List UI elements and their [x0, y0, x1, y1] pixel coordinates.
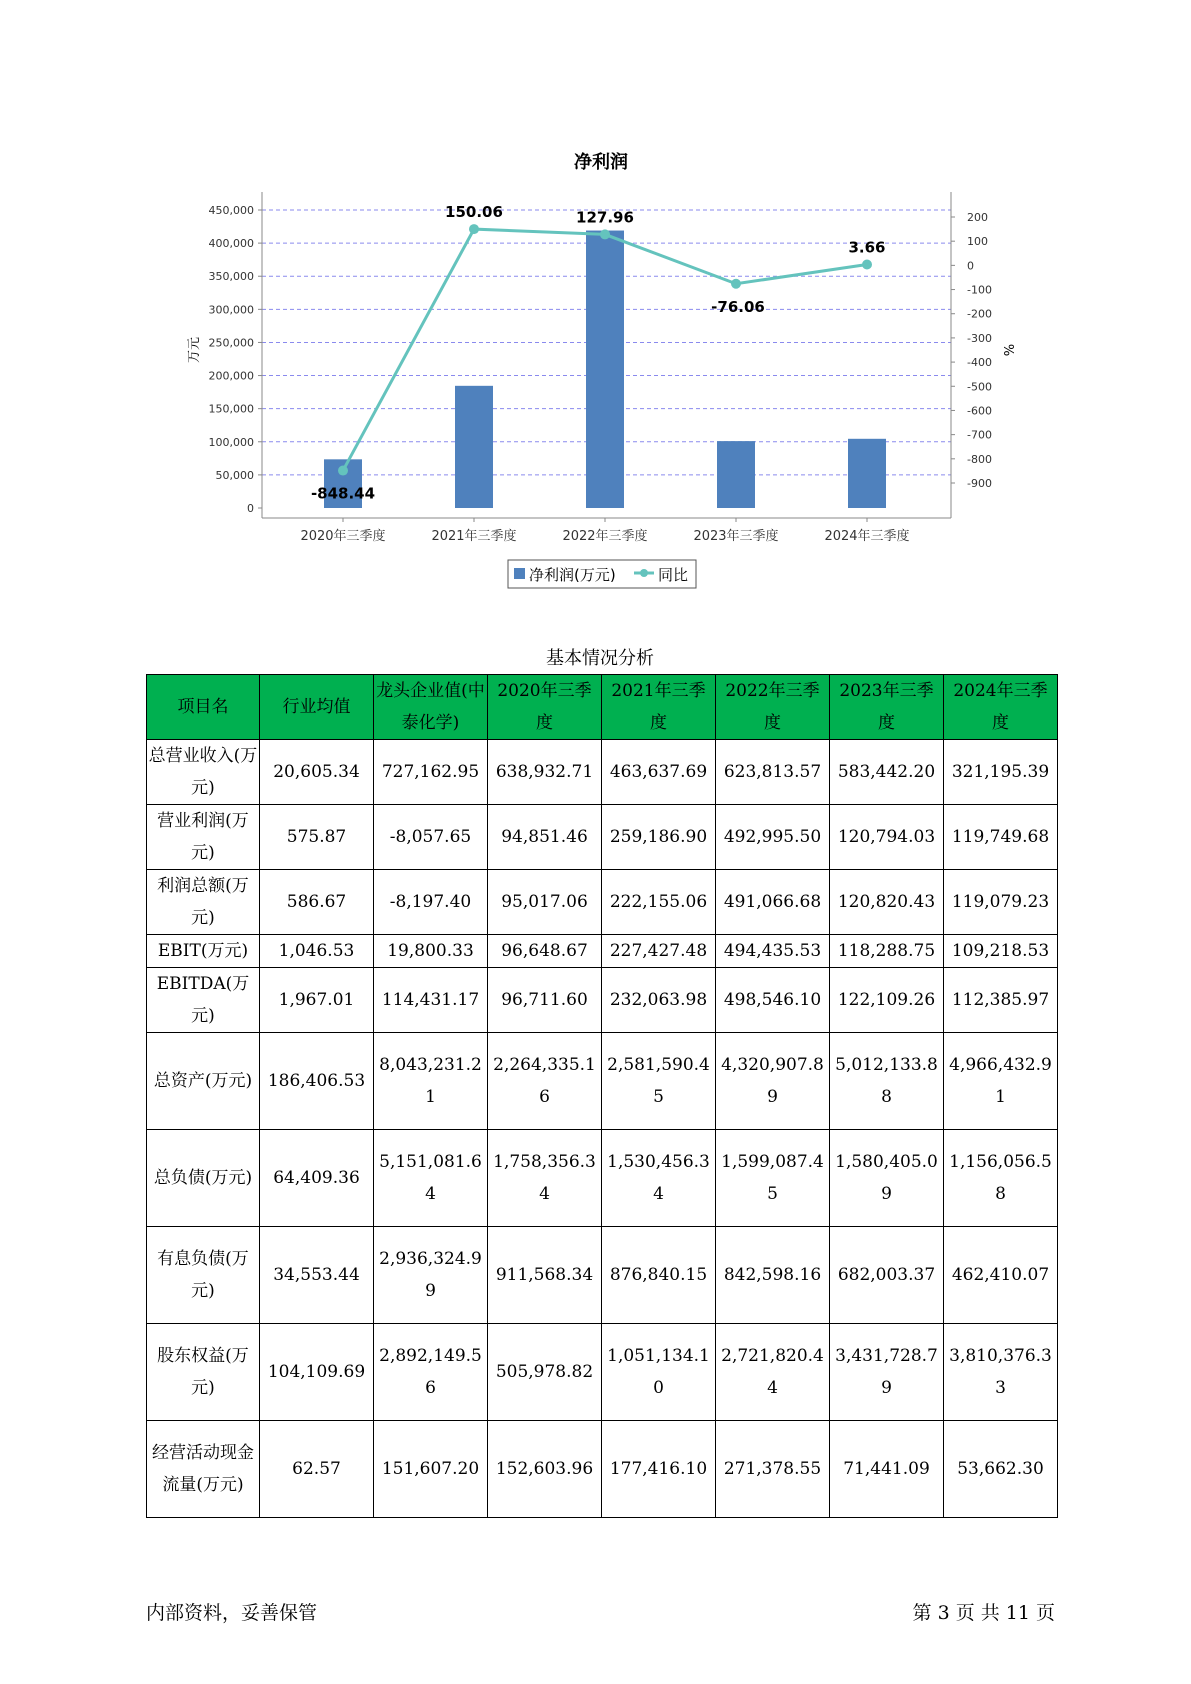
value-cell: 96,648.67 — [488, 935, 602, 968]
y-tick-label: 0 — [247, 502, 254, 515]
table-row — [147, 805, 1058, 870]
value-cell: 4,320,907.89 — [716, 1033, 830, 1130]
value-cell: -8,197.40 — [374, 870, 488, 935]
x-tick-label: 2022年三季度 — [562, 529, 648, 544]
value-cell: 682,003.37 — [830, 1227, 944, 1324]
value-cell: 5,151,081.64 — [374, 1130, 488, 1227]
value-cell: 1,580,405.09 — [830, 1130, 944, 1227]
y-tick-label: 400,000 — [208, 237, 254, 251]
y2-tick-label: -100 — [967, 283, 992, 297]
value-cell: 727,162.95 — [374, 740, 488, 805]
value-cell: 491,066.68 — [716, 870, 830, 935]
value-cell: 119,749.68 — [944, 805, 1058, 870]
yoy-point — [469, 224, 479, 234]
net-profit-chart — [0, 0, 1191, 620]
row-label: 总营业收入(万元) — [147, 740, 260, 805]
value-cell: 112,385.97 — [944, 968, 1058, 1033]
table-row — [147, 1324, 1058, 1421]
y-axis-label: 万元 — [187, 336, 202, 364]
y-tick-label: 350,000 — [208, 270, 254, 284]
table-caption: 基本情况分析 — [546, 648, 654, 669]
bar — [848, 439, 886, 508]
value-cell: 227,427.48 — [602, 935, 716, 968]
table-row — [147, 1227, 1058, 1324]
value-cell: 505,978.82 — [488, 1324, 602, 1421]
value-cell: 1,156,056.58 — [944, 1130, 1058, 1227]
y2-tick-label: -600 — [967, 404, 992, 418]
value-cell: 120,820.43 — [830, 870, 944, 935]
table-row — [147, 935, 1058, 968]
row-label: EBIT(万元) — [147, 935, 260, 968]
row-label: 经营活动现金流量(万元) — [147, 1421, 260, 1518]
value-cell: 586.67 — [260, 870, 374, 935]
value-cell: 271,378.55 — [716, 1421, 830, 1518]
value-cell: 122,109.26 — [830, 968, 944, 1033]
value-cell: 120,794.03 — [830, 805, 944, 870]
header-cell: 2023年三季度 — [830, 675, 944, 740]
value-cell: -8,057.65 — [374, 805, 488, 870]
yoy-point — [862, 259, 872, 269]
yoy-point — [731, 279, 741, 289]
footer-page-number: 第 3 页 共 11 页 — [912, 1602, 1055, 1624]
y2-tick-label: -800 — [967, 452, 992, 466]
value-cell: 2,892,149.56 — [374, 1324, 488, 1421]
value-cell: 3,431,728.79 — [830, 1324, 944, 1421]
data-label: 150.06 — [445, 203, 503, 222]
value-cell: 1,530,456.34 — [602, 1130, 716, 1227]
data-label: -848.44 — [310, 484, 376, 503]
y-tick-label: 150,000 — [208, 402, 254, 416]
value-cell: 1,967.01 — [260, 968, 374, 1033]
value-cell: 119,079.23 — [944, 870, 1058, 935]
table-row — [147, 1421, 1058, 1518]
y2-tick-label: -400 — [967, 356, 992, 370]
x-tick-label: 2021年三季度 — [431, 529, 517, 544]
value-cell: 186,406.53 — [260, 1033, 374, 1130]
y-tick-label: 450,000 — [208, 204, 254, 217]
value-cell: 876,840.15 — [602, 1227, 716, 1324]
row-label: 总资产(万元) — [147, 1033, 260, 1130]
bar — [586, 231, 624, 508]
x-tick-label: 2023年三季度 — [693, 529, 779, 544]
value-cell: 95,017.06 — [488, 870, 602, 935]
value-cell: 222,155.06 — [602, 870, 716, 935]
y2-tick-label: -900 — [967, 477, 992, 490]
table-row — [147, 968, 1058, 1033]
y2-tick-label: 200 — [967, 211, 988, 224]
data-label: 127.96 — [576, 208, 634, 227]
basic-analysis-table — [146, 674, 1058, 1518]
value-cell: 2,264,335.16 — [488, 1033, 602, 1130]
value-cell: 498,546.10 — [716, 968, 830, 1033]
value-cell: 623,813.57 — [716, 740, 830, 805]
table-row — [147, 1033, 1058, 1130]
legend-swatch-bar — [514, 568, 525, 579]
value-cell: 1,599,087.45 — [716, 1130, 830, 1227]
y2-tick-label: 100 — [967, 235, 988, 249]
y2-tick-label: 0 — [967, 259, 974, 273]
value-cell: 492,995.50 — [716, 805, 830, 870]
value-cell: 911,568.34 — [488, 1227, 602, 1324]
x-tick-label: 2024年三季度 — [824, 529, 910, 544]
value-cell: 638,932.71 — [488, 740, 602, 805]
header-cell: 龙头企业值(中泰化学) — [374, 675, 488, 740]
value-cell: 62.57 — [260, 1421, 374, 1518]
value-cell: 152,603.96 — [488, 1421, 602, 1518]
value-cell: 104,109.69 — [260, 1324, 374, 1421]
row-label: 营业利润(万元) — [147, 805, 260, 870]
y-tick-label: 250,000 — [208, 336, 254, 350]
value-cell: 8,043,231.21 — [374, 1033, 488, 1130]
value-cell: 1,758,356.34 — [488, 1130, 602, 1227]
y-tick-label: 50,000 — [215, 468, 254, 482]
row-label: EBITDA(万元) — [147, 968, 260, 1033]
value-cell: 1,046.53 — [260, 935, 374, 968]
bar — [455, 386, 493, 508]
legend-swatch-point — [640, 569, 648, 577]
value-cell: 94,851.46 — [488, 805, 602, 870]
row-label: 有息负债(万元) — [147, 1227, 260, 1324]
y-tick-label: 200,000 — [208, 369, 254, 383]
header-cell: 2022年三季度 — [716, 675, 830, 740]
value-cell: 114,431.17 — [374, 968, 488, 1033]
value-cell: 177,416.10 — [602, 1421, 716, 1518]
footer-confidential-note: 内部资料，妥善保管 — [146, 1602, 318, 1624]
y2-tick-label: -300 — [967, 331, 992, 345]
yoy-point — [338, 466, 348, 476]
row-label: 股东权益(万元) — [147, 1324, 260, 1421]
value-cell: 96,711.60 — [488, 968, 602, 1033]
value-cell: 2,721,820.44 — [716, 1324, 830, 1421]
value-cell: 494,435.53 — [716, 935, 830, 968]
value-cell: 1,051,134.10 — [602, 1324, 716, 1421]
table-row — [147, 740, 1058, 805]
value-cell: 19,800.33 — [374, 935, 488, 968]
y2-tick-label: -200 — [967, 307, 992, 321]
y2-tick-label: -500 — [967, 380, 992, 394]
y-tick-label: 300,000 — [208, 303, 254, 317]
row-label: 利润总额(万元) — [147, 870, 260, 935]
header-cell: 2020年三季度 — [488, 675, 602, 740]
bar — [717, 441, 755, 508]
x-tick-label: 2020年三季度 — [300, 529, 386, 544]
data-label: -76.06 — [711, 297, 765, 316]
y2-tick-label: -700 — [967, 428, 992, 442]
value-cell: 462,410.07 — [944, 1227, 1058, 1324]
value-cell: 53,662.30 — [944, 1421, 1058, 1518]
y2-axis-label: % — [1000, 343, 1015, 357]
data-label: 3.66 — [848, 238, 886, 257]
value-cell: 118,288.75 — [830, 935, 944, 968]
value-cell: 151,607.20 — [374, 1421, 488, 1518]
header-cell: 2021年三季度 — [602, 675, 716, 740]
header-cell: 2024年三季度 — [944, 675, 1058, 740]
row-label: 总负债(万元) — [147, 1130, 260, 1227]
value-cell: 64,409.36 — [260, 1130, 374, 1227]
legend-label-yoy: 同比 — [658, 566, 689, 584]
value-cell: 463,637.69 — [602, 740, 716, 805]
value-cell: 71,441.09 — [830, 1421, 944, 1518]
table-row — [147, 1130, 1058, 1227]
table-header-row — [147, 675, 1058, 740]
value-cell: 583,442.20 — [830, 740, 944, 805]
legend-label-net-profit: 净利润(万元) — [529, 566, 616, 584]
value-cell: 5,012,133.88 — [830, 1033, 944, 1130]
value-cell: 2,581,590.45 — [602, 1033, 716, 1130]
value-cell: 3,810,376.33 — [944, 1324, 1058, 1421]
value-cell: 842,598.16 — [716, 1227, 830, 1324]
value-cell: 109,218.53 — [944, 935, 1058, 968]
yoy-point — [600, 229, 610, 239]
table-row — [147, 870, 1058, 935]
value-cell: 20,605.34 — [260, 740, 374, 805]
value-cell: 321,195.39 — [944, 740, 1058, 805]
header-cell: 项目名 — [147, 675, 260, 740]
value-cell: 4,966,432.91 — [944, 1033, 1058, 1130]
y-tick-label: 100,000 — [208, 435, 254, 449]
value-cell: 2,936,324.99 — [374, 1227, 488, 1324]
value-cell: 259,186.90 — [602, 805, 716, 870]
value-cell: 34,553.44 — [260, 1227, 374, 1324]
value-cell: 575.87 — [260, 805, 374, 870]
header-cell: 行业均值 — [260, 675, 374, 740]
chart-title: 净利润 — [574, 152, 628, 173]
value-cell: 232,063.98 — [602, 968, 716, 1033]
